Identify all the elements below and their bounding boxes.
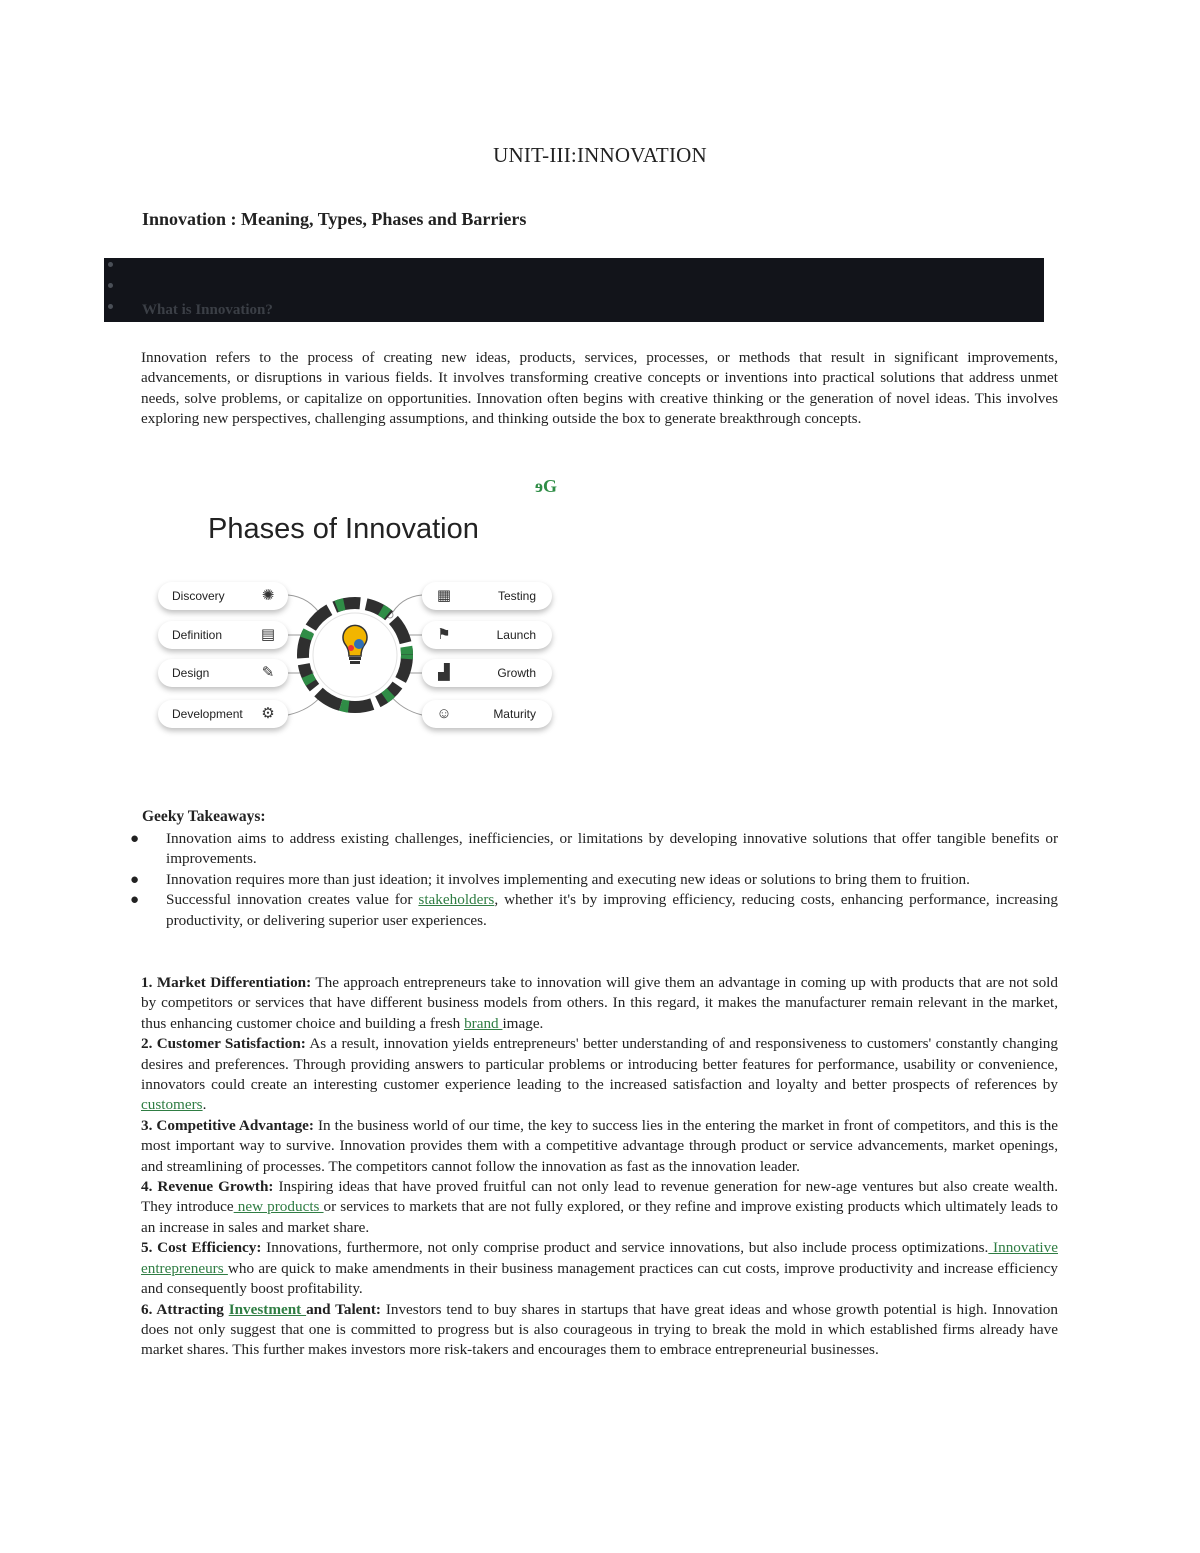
phase-development xyxy=(158,700,288,728)
point-text: Innovations, furthermore, not only comprise product and service innovations, but also include process optimizations. xyxy=(261,1239,989,1257)
section-banner xyxy=(104,258,1044,322)
phase-label: Development xyxy=(172,707,243,721)
list-item-text: Innovation requires more than just ideation; it involves implementing and executing new ideas or solutions to bring them to fruition. xyxy=(166,870,970,888)
bullet-icon: ● xyxy=(130,831,140,847)
point-market-differentiation xyxy=(141,973,1058,1034)
point-text: image. xyxy=(502,1014,544,1032)
new-products-link[interactable]: new products xyxy=(233,1198,324,1216)
point-heading: 3. Competitive Advantage: xyxy=(141,1116,314,1134)
phase-label: Growth xyxy=(497,666,536,680)
list-item xyxy=(130,890,1058,931)
phase-label: Testing xyxy=(497,589,536,603)
document-icon: ▤ xyxy=(260,626,276,643)
importance-points xyxy=(141,973,1058,1361)
point-revenue-growth xyxy=(141,1177,1058,1238)
bullet-dot-icon xyxy=(108,283,113,288)
phase-label: Launch xyxy=(496,628,536,642)
document-title: UNIT-III:INNOVATION xyxy=(493,143,707,167)
takeaways-heading: Geeky Takeaways: xyxy=(142,808,266,825)
phase-definition xyxy=(158,621,288,649)
point-text: As a result, innovation yields entrepreneurs' better understanding of and responsiveness to customers' constantly changing desires and preferences. Through providing answers to particular problems or introducing better features for performance, usability or convenience, innovators could create an interesting customer experience leading to the increased satisfaction and loyalty and better prospects of references by xyxy=(141,1035,1058,1094)
point-customer-satisfaction xyxy=(141,1034,1058,1116)
pencil-chart-icon: ✎ xyxy=(261,664,275,681)
list-item xyxy=(130,870,1058,890)
point-heading: 2. Customer Satisfaction: xyxy=(141,1035,306,1053)
stakeholders-link[interactable]: stakeholders xyxy=(418,891,495,909)
point-heading: 5. Cost Efficiency: xyxy=(141,1239,262,1257)
bullet-dot-icon xyxy=(108,262,113,267)
list-item-text: , whether it's by improving efficiency, reducing costs, enhancing performance, increasing productivity, or delivering superior user experiences. xyxy=(166,891,1058,929)
point-heading: 1. Market Differentiation: xyxy=(141,974,312,991)
phase-design xyxy=(158,659,288,687)
person-board-icon: ⚑ xyxy=(437,626,451,643)
list-item-text: Successful innovation creates value for xyxy=(166,891,419,909)
phases-infographic xyxy=(150,505,570,755)
chart-check-icon: ▦ xyxy=(436,587,452,604)
point-cost-efficiency xyxy=(141,1238,1058,1299)
point-heading: 4. Revenue Growth: xyxy=(141,1178,274,1196)
point-competitive-advantage xyxy=(141,1116,1058,1177)
bullet-icon: ● xyxy=(130,892,140,909)
point-text: who are quick to make amendments in their business management practices can cut costs, improve productivity and increase efficiency and consequently boost profitability. xyxy=(141,1259,1058,1298)
section-heading: What is Innovation? xyxy=(142,302,273,318)
point-text: The approach entrepreneurs take to innovation will give them an advantage in coming up with products that are not sold by competitors or services that have different business models from others. In this regard, it makes the manufacturer remain relevant in the market, thus enhancing customer choice and building a fresh xyxy=(141,974,1059,1032)
point-text: Inspiring ideas that have proved fruitful can not only lead to revenue generation for new-age ventures but also create wealth. They introduce xyxy=(141,1178,1058,1216)
infographic-title: Phases of Innovation xyxy=(208,513,479,545)
network-icon: ⚙ xyxy=(261,705,275,722)
phase-label: Discovery xyxy=(172,589,225,603)
phase-label: Definition xyxy=(172,628,223,642)
point-text: Investors tend to buy shares in startups that have great ideas and whose growth potential is high. Innovation does not only suggest that one is committed to progress but is also courageous in trying to break the mold in which established firms already have market shares. This further makes investors more risk-takers and encourages them to embrace entrepreneurial businesses. xyxy=(141,1300,1058,1359)
point-text: In the business world of our time, the key to success lies in the entering the market in front of competitors, and this is the most important way to survive. Innovation provides them with a competitive advantage through product or service advancements, market openings, and streamlining of processes. The competitors cannot follow the innovation as fast as the innovation leader. xyxy=(141,1116,1058,1175)
bullet-icon: ● xyxy=(130,871,140,888)
point-heading: 6. Attracting xyxy=(141,1300,229,1318)
phase-maturity xyxy=(422,700,552,728)
growth-bars-icon: ▟ xyxy=(438,664,450,681)
customers-link[interactable]: customers xyxy=(141,1096,203,1114)
document-subtitle: Innovation : Meaning, Types, Phases and Barriers xyxy=(142,209,527,229)
phase-label: Maturity xyxy=(493,707,536,721)
list-item-text: Innovation aims to address existing challenges, inefficiencies, or limitations by developing innovative solutions that offer tangible benefits or improvements. xyxy=(166,830,1058,868)
intro-paragraph: Innovation refers to the process of creating new ideas, products, services, processes, or methods that result in significant improvements, advancements, or disruptions in various fields. It involves transforming creative concepts or inventions into practical solutions that address unmet needs, solve problems, or capitalize on opportunities. Innovation often begins with creative thinking or the generation of novel ideas. This involves exploring new perspectives, challenging assumptions, and thinking outside the box to generate breakthrough concepts. xyxy=(141,349,1058,428)
phase-discovery xyxy=(158,582,288,610)
investment-link[interactable]: Investment xyxy=(228,1300,307,1318)
takeaways-list xyxy=(130,829,1058,931)
point-text: or services to markets that are not fully explored, or they refine and improve existing products which ultimately leads to an increase in sales and market share. xyxy=(141,1198,1058,1236)
gfg-logo-icon: ɘG xyxy=(535,476,557,496)
point-heading: and Talent: xyxy=(306,1300,381,1318)
phase-testing xyxy=(422,582,552,610)
point-text: . xyxy=(202,1096,207,1114)
phase-growth xyxy=(422,659,552,687)
gear-bulb-icon: ✺ xyxy=(261,587,275,604)
list-item xyxy=(130,829,1058,870)
point-attracting-investment xyxy=(141,1300,1058,1361)
phase-launch xyxy=(422,621,552,649)
brand-link[interactable]: brand xyxy=(464,1014,503,1032)
person-icon: ☺ xyxy=(436,705,452,722)
innovative-entrepreneurs-link[interactable]: Innovative entrepreneurs xyxy=(141,1239,1058,1277)
bullet-dot-icon xyxy=(108,304,113,309)
phase-label: Design xyxy=(172,666,210,680)
